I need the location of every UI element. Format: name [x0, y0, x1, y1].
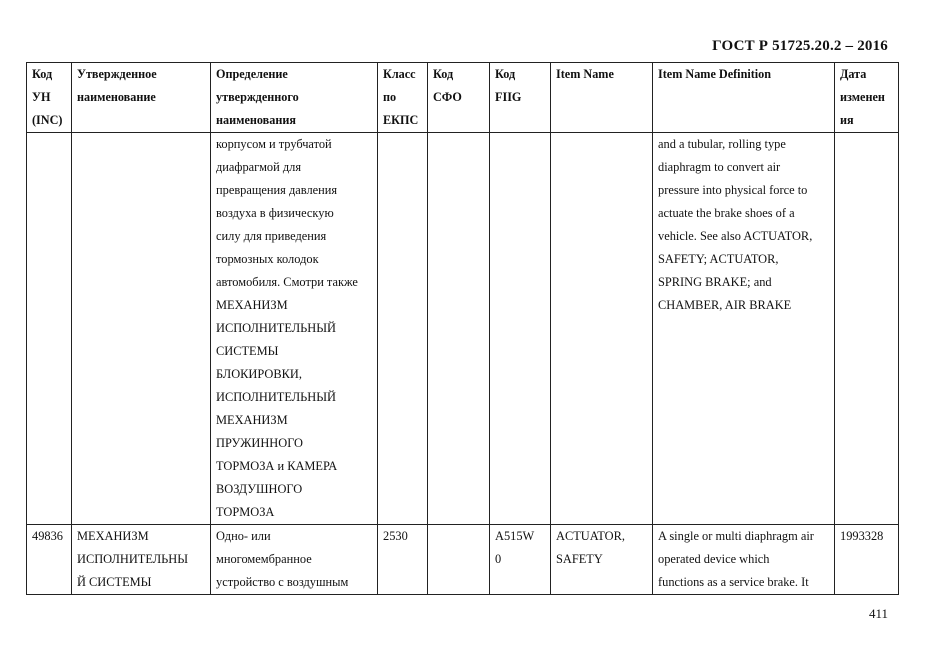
cell-definition: корпусом и трубчатой диафрагмой для превращения давления воздуха в физическую силу для приведения тормозных колодок автомобиля. Смотри также МЕХАНИЗМ ИСПОЛНИТЕЛЬНЫЙ СИСТЕМЫ БЛОКИРОВКИ, ИСПОЛНИТЕЛЬНЫЙ МЕХАНИЗМ ПРУЖИННОГО ТОРМОЗА и КАМЕРА ВОЗДУШНОГО ТОРМОЗА	[211, 133, 378, 525]
cell-change-date	[835, 133, 899, 525]
cell-approved-name	[72, 133, 211, 525]
column-header-inc: Код УН (INC)	[27, 63, 72, 133]
table-row	[27, 525, 899, 595]
cell-inc: 49836	[27, 525, 72, 595]
cell-sfo-code	[428, 133, 490, 525]
column-header-item-name: Item Name	[551, 63, 653, 133]
column-header-item-name-definition: Item Name Definition	[653, 63, 835, 133]
cell-fiig-code	[490, 133, 551, 525]
cell-approved-name: МЕХАНИЗМ ИСПОЛНИТЕЛЬНЫ Й СИСТЕМЫ	[72, 525, 211, 595]
column-header-fiig-code: Код FIIG	[490, 63, 551, 133]
cell-item-name-definition: and a tubular, rolling type diaphragm to convert air pressure into physical force to actuate the brake shoes of a vehicle. See also ACTUATOR, SAFETY; ACTUATOR, SPRING BRAKE; and CHAMBER, AIR BRAKE	[653, 133, 835, 525]
cell-ekps-class	[378, 133, 428, 525]
column-header-ekps-class: Класс по ЕКПС	[378, 63, 428, 133]
cell-item-name: ACTUATOR, SAFETY	[551, 525, 653, 595]
column-header-change-date: Дата изменен ия	[835, 63, 899, 133]
page-number: 411	[868, 606, 888, 621]
cell-item-name-definition: A single or multi diaphragm air operated device which functions as a service brake. It	[653, 525, 835, 595]
cell-definition: Одно- или многомембранное устройство с воздушным	[211, 525, 378, 595]
cell-sfo-code	[428, 525, 490, 595]
cell-ekps-class: 2530	[378, 525, 428, 595]
column-header-definition: Определение утвержденного наименования	[211, 63, 378, 133]
nomenclature-table	[26, 62, 899, 595]
column-header-approved-name: Утвержденное наименование	[72, 63, 211, 133]
column-header-sfo-code: Код СФО	[428, 63, 490, 133]
table-header-row	[27, 63, 899, 133]
document-code: ГОСТ Р 51725.20.2 – 2016	[712, 38, 888, 54]
cell-fiig-code: A515W 0	[490, 525, 551, 595]
table-row	[27, 133, 899, 525]
cell-change-date: 1993328	[835, 525, 899, 595]
cell-item-name	[551, 133, 653, 525]
cell-inc	[27, 133, 72, 525]
